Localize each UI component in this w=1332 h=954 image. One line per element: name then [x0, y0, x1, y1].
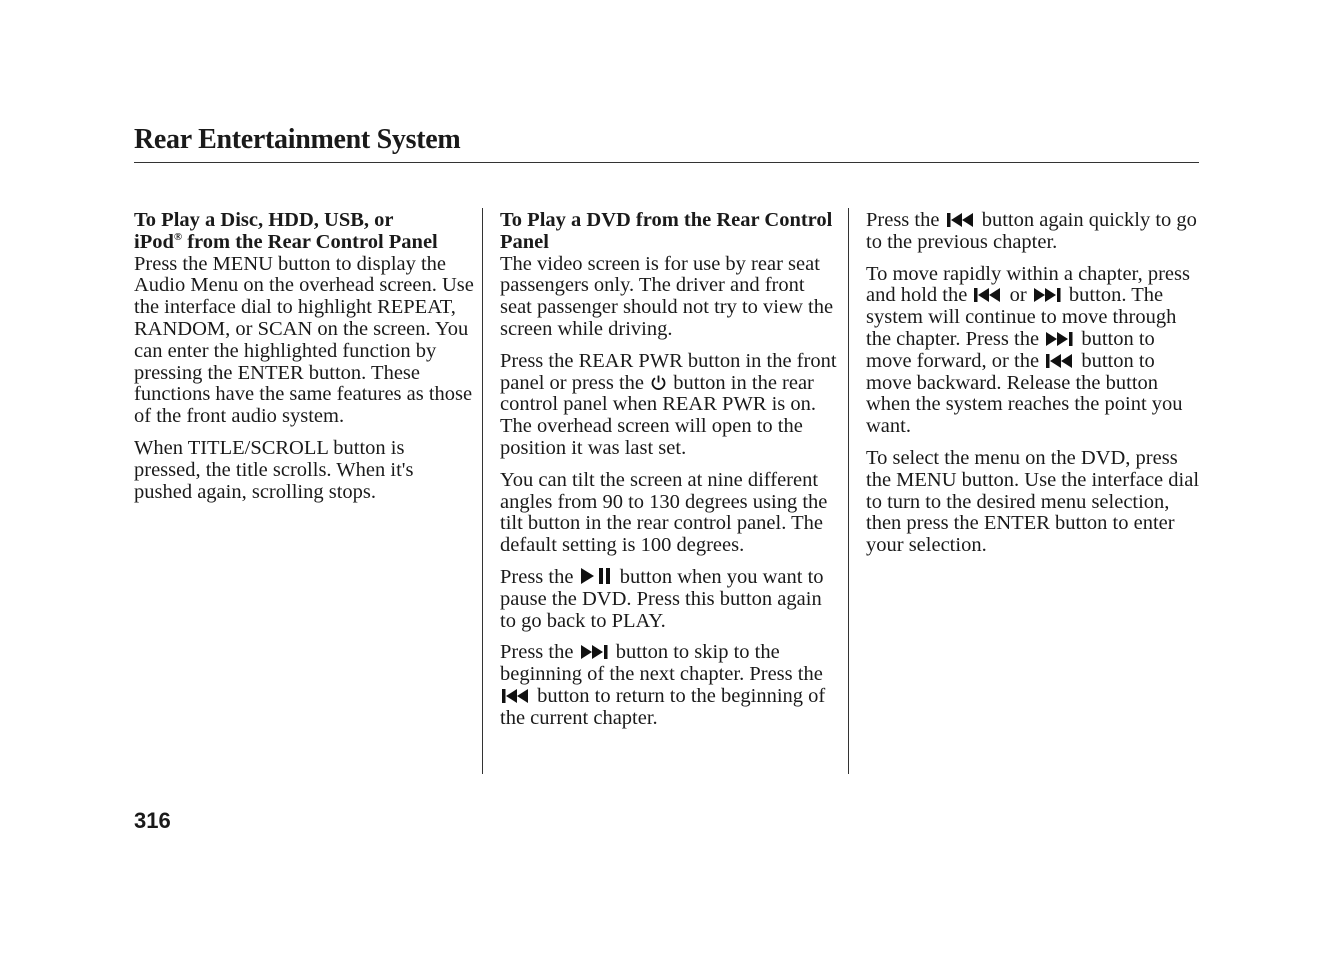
text-run: Press the — [500, 641, 579, 664]
paragraph — [500, 567, 838, 632]
text-run: button in the rear control panel when REAR PWR is on. The overhead screen will open to the position it was last set. — [500, 371, 817, 459]
text-run: To move rapidly within a chapter, press and hold the — [866, 262, 1190, 307]
page-title: Rear Entertainment System — [134, 124, 461, 155]
page-number: 316 — [134, 808, 171, 833]
text-run: Press the — [500, 565, 579, 588]
column-1 — [134, 210, 474, 513]
text-run: button to return to the beginning of the current chapter. — [500, 684, 826, 729]
registered-mark: ® — [173, 230, 183, 243]
skip-back-icon — [501, 688, 531, 704]
text-run: button to move forward, or the — [866, 327, 1155, 372]
skip-forward-icon — [1045, 331, 1075, 347]
paragraph: You can tilt the screen at nine different angles from 90 to 130 degrees using the tilt button in the rear control panel. The default setting is 100 degrees. — [500, 468, 828, 557]
paragraph — [866, 264, 1200, 438]
section-heading-dvd: To Play a DVD from the Rear Control Panel — [500, 209, 833, 253]
heading-ipod: iPod — [134, 230, 174, 253]
text-run: Press the — [866, 209, 945, 231]
paragraph: To select the menu on the DVD, press the MENU button. Use the interface dial to turn to the desired menu selection, then press the ENTER button to enter your selection. — [866, 446, 1200, 557]
paragraph: The video screen is for use by rear seat passengers only. The driver and front seat passenger should not try to view the screen while driving. — [500, 252, 834, 340]
paragraph — [866, 210, 1200, 254]
text-run: Press the REAR PWR button in the front panel or press the — [500, 349, 837, 394]
play-pause-icon — [580, 567, 614, 585]
heading-line-1: To Play a Disc, HDD, USB, or — [134, 209, 394, 231]
heading-line-2-rest: from the Rear Control Panel — [182, 230, 438, 253]
column-divider-1 — [482, 208, 483, 774]
skip-back-icon — [946, 212, 976, 228]
section-heading-disc — [134, 210, 474, 254]
paragraph: When TITLE/SCROLL button is pressed, the title scrolls. When it's pushed again, scrolling stops. — [134, 436, 414, 503]
power-icon — [650, 374, 667, 391]
text-run: button when you want to pause the DVD. Press this button again to go back to PLAY. — [500, 565, 824, 632]
skip-forward-icon — [580, 644, 610, 660]
column-2 — [500, 210, 838, 740]
column-divider-2 — [848, 208, 849, 774]
text-run: button to move backward. Release the button when the system reaches the point you want. — [866, 349, 1183, 438]
text-run: button. The system will continue to move through the chapter. Press the — [866, 284, 1177, 350]
text-run: button to skip to the beginning of the next chapter. Press the — [500, 641, 823, 686]
text-run: or — [1004, 284, 1032, 307]
paragraph: Press the MENU button to display the Audio Menu on the overhead screen. Use the interface dial to highlight REPEAT, RANDOM, or SCAN on the screen. You can enter the highlighted function by pressing the ENTER button. These functions have the same features as those of the front audio system. — [134, 252, 474, 428]
paragraph — [500, 642, 838, 729]
title-divider — [134, 162, 1199, 163]
skip-forward-icon — [1033, 287, 1063, 303]
text-run: button again quickly to go to the previous chapter. — [866, 209, 1197, 253]
skip-back-icon — [973, 287, 1003, 303]
column-3 — [866, 210, 1200, 567]
paragraph — [500, 351, 838, 460]
skip-back-icon — [1045, 353, 1075, 369]
